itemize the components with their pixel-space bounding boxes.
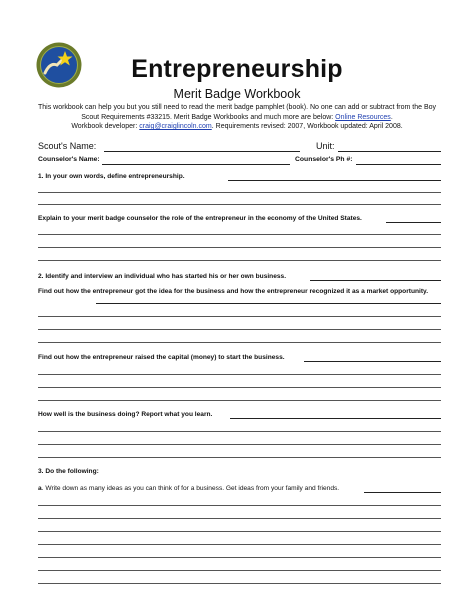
question-3a bbox=[38, 484, 339, 493]
q2a-answer-line[interactable] bbox=[38, 329, 441, 330]
counselor-phone-field[interactable] bbox=[356, 164, 441, 165]
q1-answer-line[interactable] bbox=[38, 192, 441, 193]
q2a-answer-line[interactable] bbox=[96, 303, 441, 304]
question-3a-letter: a bbox=[38, 485, 42, 492]
intro-line-3-end: . Requirements revised: 2007, Workbook updated: April 2008. bbox=[211, 123, 403, 131]
question-2: 2. Identify and interview an individual who has started his or her own business. bbox=[38, 273, 287, 280]
intro-text bbox=[30, 103, 444, 132]
q3a-answer-line[interactable] bbox=[38, 505, 441, 506]
question-1b: Explain to your merit badge counselor the role of the entrepreneur in the economy of the United States. bbox=[38, 215, 362, 222]
q2b-answer-line[interactable] bbox=[38, 400, 441, 401]
counselor-info-row bbox=[38, 156, 441, 168]
q1b-answer-line[interactable] bbox=[386, 222, 441, 223]
counselor-name-label: Counselor's Name: bbox=[38, 156, 100, 163]
intro-line-2-end: . bbox=[390, 113, 393, 121]
scout-info-row bbox=[38, 141, 441, 153]
q2a-answer-line[interactable] bbox=[38, 342, 441, 343]
intro-line-2-text: Scout Requirements #33215. Merit Badge Workbooks and much more are below: bbox=[81, 113, 336, 121]
online-resources-link[interactable]: Online Resources bbox=[335, 113, 391, 121]
q2a-answer-line[interactable] bbox=[38, 316, 441, 317]
counselor-phone-label: Counselor's Ph #: bbox=[295, 156, 353, 163]
intro-line-1: This workbook can help you but you still need to read the merit badge pamphlet (book). No one can add or subtract from the Boy bbox=[37, 104, 437, 111]
q2c-answer-line[interactable] bbox=[38, 431, 441, 432]
question-2c: How well is the business doing? Report what you learn. bbox=[38, 411, 213, 418]
counselor-name-field[interactable] bbox=[102, 164, 290, 165]
q3a-answer-line[interactable] bbox=[38, 583, 441, 584]
q3a-answer-line[interactable] bbox=[364, 492, 441, 493]
question-1: 1. In your own words, define entrepreneurship. bbox=[38, 173, 185, 180]
q3a-answer-line[interactable] bbox=[38, 557, 441, 558]
page-subtitle: Merit Badge Workbook bbox=[173, 87, 301, 101]
q2c-answer-line[interactable] bbox=[230, 418, 441, 419]
intro-line-3-text: Workbook developer: bbox=[71, 123, 140, 131]
question-3a-text: . Write down as many ideas as you can think of for a business. Get ideas from your family and friends. bbox=[41, 485, 340, 492]
unit-field[interactable] bbox=[338, 151, 441, 152]
q2-answer-line[interactable] bbox=[310, 280, 441, 281]
q2c-answer-line[interactable] bbox=[38, 457, 441, 458]
intro-line-3 bbox=[30, 122, 444, 132]
q3a-answer-line[interactable] bbox=[38, 544, 441, 545]
unit-label: Unit: bbox=[316, 141, 335, 151]
q2b-answer-line[interactable] bbox=[38, 374, 441, 375]
q1b-answer-line[interactable] bbox=[38, 234, 441, 235]
q1-answer-line[interactable] bbox=[228, 180, 441, 181]
page-title: Entrepreneurship bbox=[131, 55, 343, 83]
q2b-answer-line[interactable] bbox=[304, 361, 441, 362]
scout-name-label: Scout's Name: bbox=[38, 141, 97, 151]
q2b-answer-line[interactable] bbox=[38, 387, 441, 388]
question-2a: Find out how the entrepreneur got the idea for the business and how the entrepreneur recognized it as a market opportunity. bbox=[38, 288, 429, 295]
q3a-answer-line[interactable] bbox=[38, 531, 441, 532]
q1b-answer-line[interactable] bbox=[38, 247, 441, 248]
developer-email-link[interactable]: craig@craiglincoln.com bbox=[139, 123, 212, 131]
question-3: 3. Do the following: bbox=[38, 468, 99, 475]
question-2b: Find out how the entrepreneur raised the capital (money) to start the business. bbox=[38, 354, 285, 361]
scout-name-field[interactable] bbox=[104, 151, 300, 152]
intro-line-2 bbox=[30, 113, 444, 123]
q3a-answer-line[interactable] bbox=[38, 570, 441, 571]
q1-answer-line[interactable] bbox=[38, 204, 441, 205]
q1b-answer-line[interactable] bbox=[38, 260, 441, 261]
q3a-answer-line[interactable] bbox=[38, 518, 441, 519]
q2c-answer-line[interactable] bbox=[38, 444, 441, 445]
